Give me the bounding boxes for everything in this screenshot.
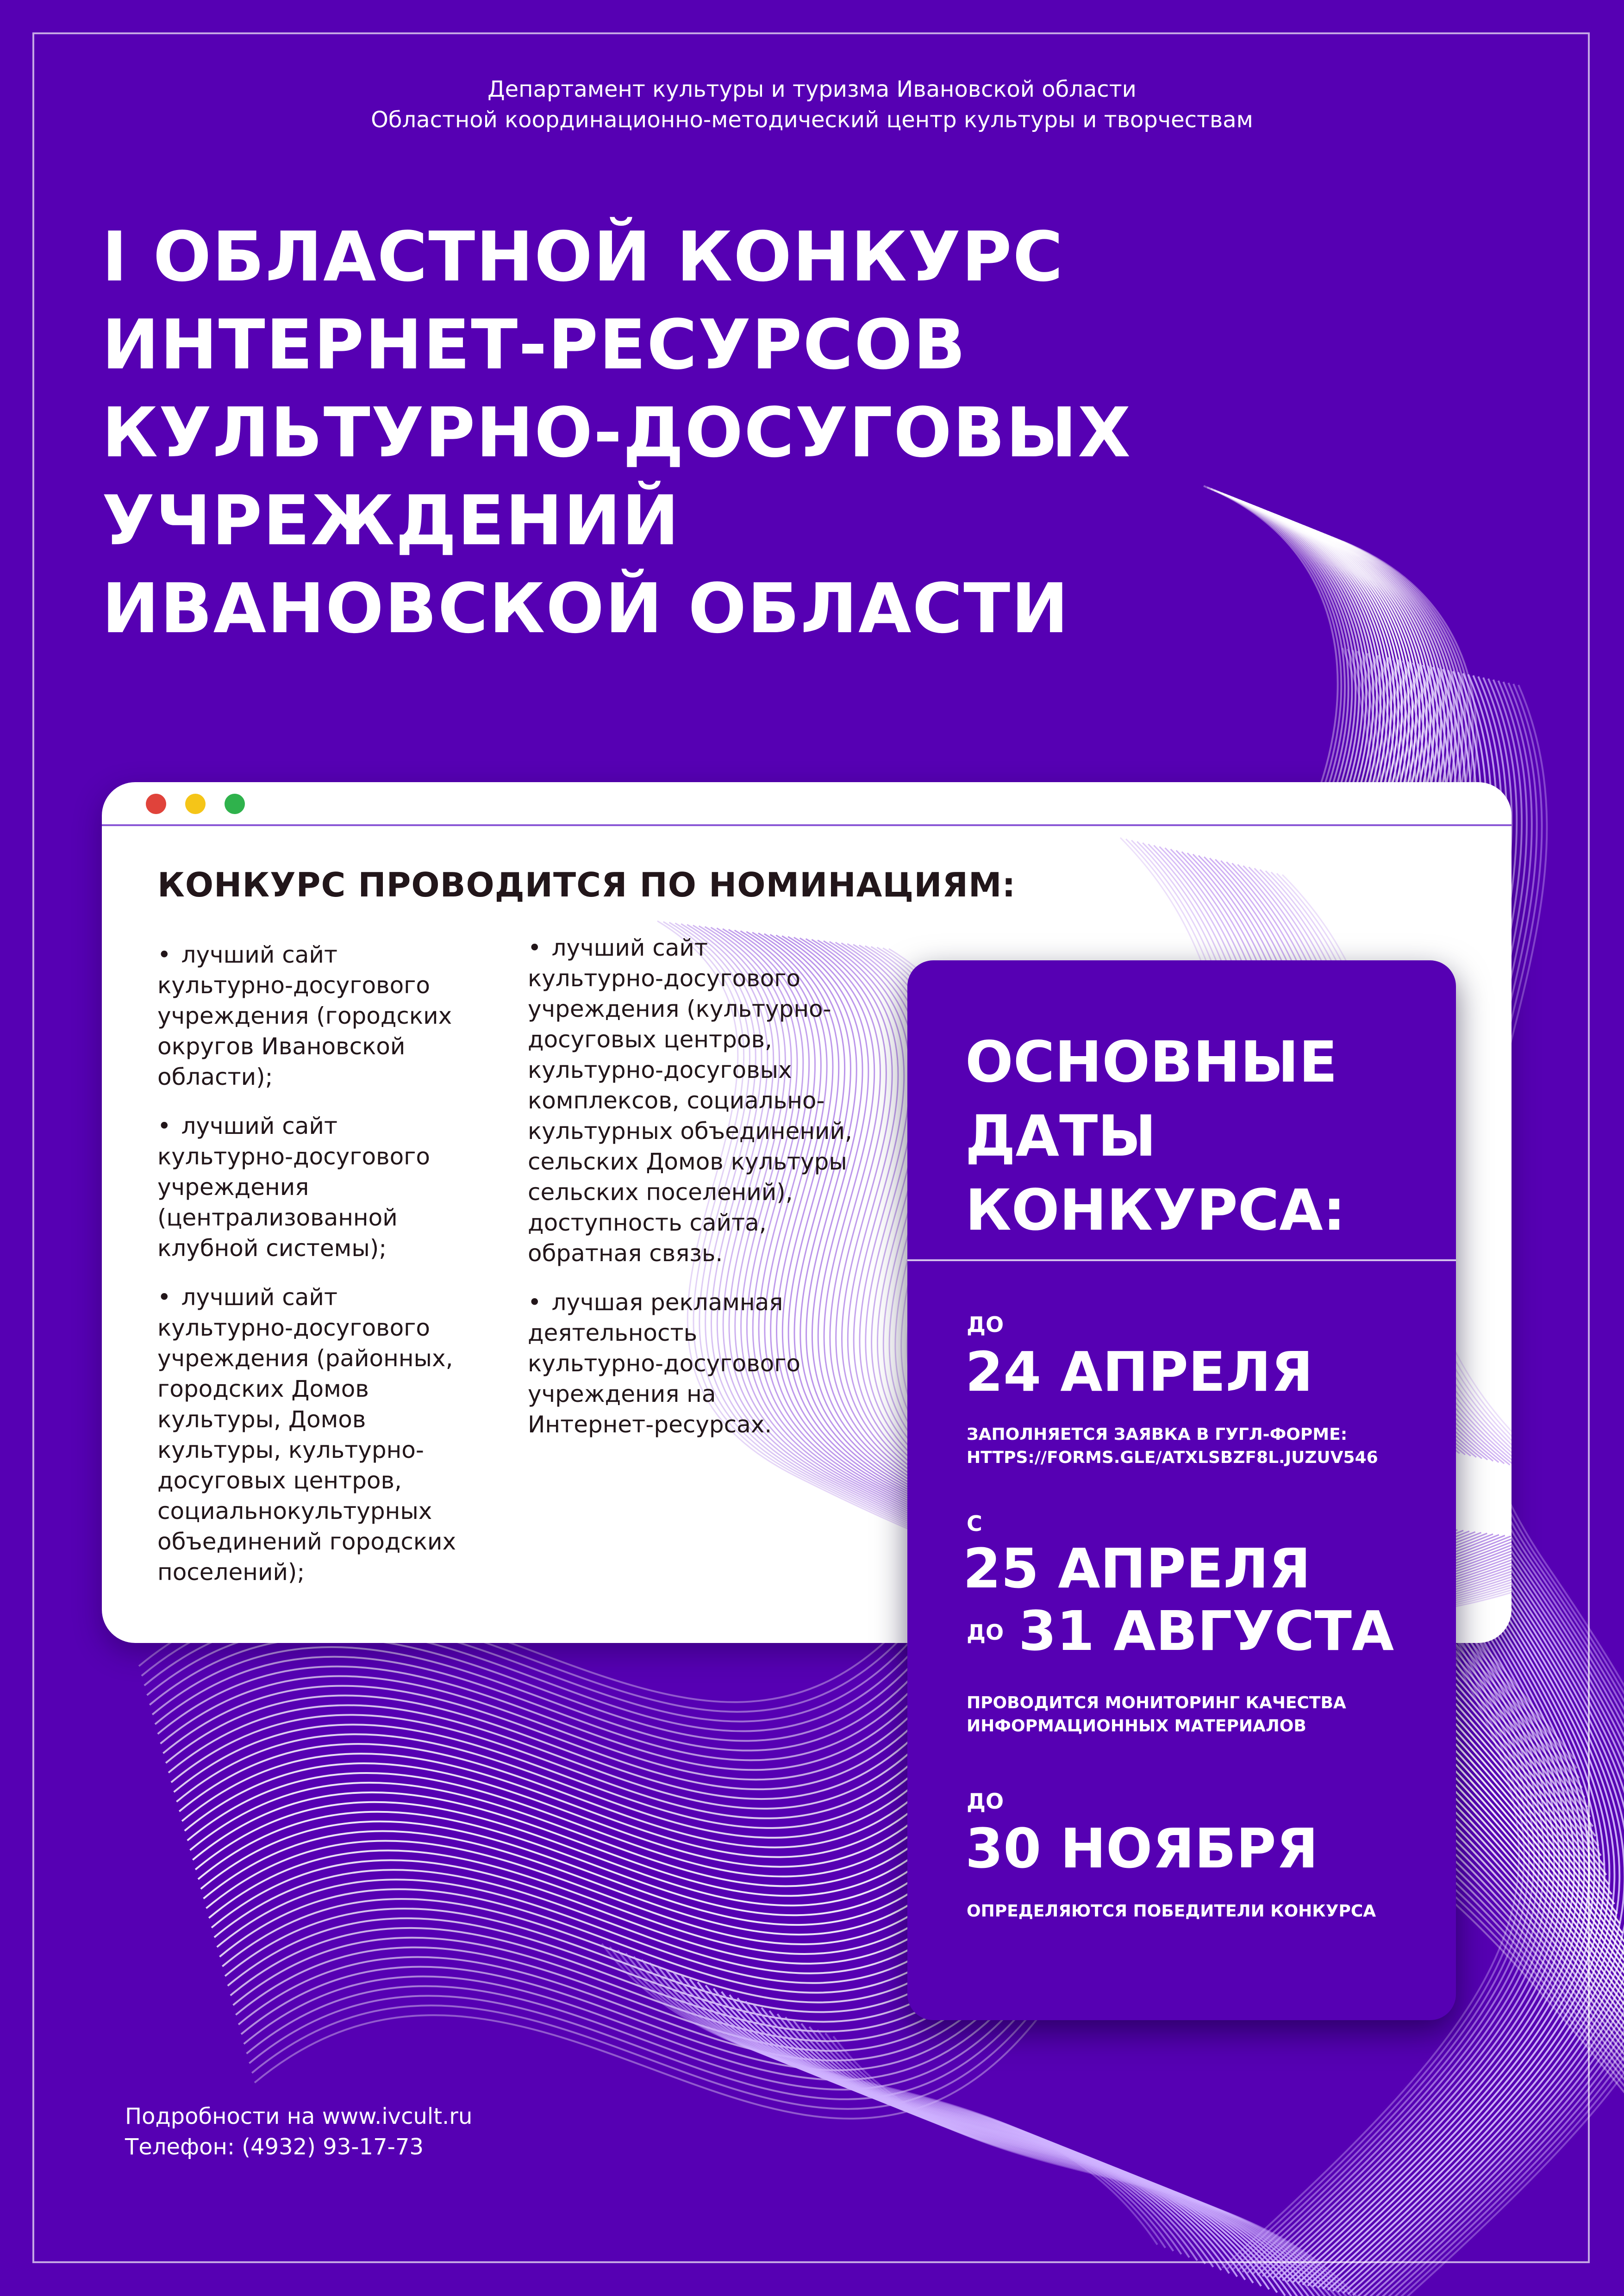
- date-1: 24 АПРЕЛЯ: [965, 1340, 1313, 1404]
- nomination-item: • лучший сайт культурно-досугового учреждения (районных, городских Домов культуры, Домов культуры, культурно- досуговых центров, социальнокультурных объединений городских поселений);: [157, 1284, 456, 1586]
- organizer-header: [0, 74, 1624, 135]
- bullet-icon: •: [157, 1113, 171, 1139]
- footer-phone: Телефон: (4932) 93-17-73: [125, 2134, 424, 2160]
- nominations-right-column: [528, 933, 898, 1458]
- date-1-note: ЗАПОЛНЯЕТСЯ ЗАЯВКА В ГУГЛ-ФОРМЕ: HTTPS://FORMS.GLE/ATXLSBZF8L.JUZUV546: [967, 1425, 1378, 1467]
- date-1-prefix: ДО: [967, 1312, 1004, 1337]
- bullet-icon: •: [157, 941, 171, 968]
- key-dates-heading: ОСНОВНЫЕ ДАТЫ КОНКУРСА:: [965, 1029, 1346, 1243]
- window-dot-red-icon: [146, 794, 166, 814]
- main-title: [102, 213, 1131, 653]
- date-2: 25 АПРЕЛЯ: [963, 1537, 1311, 1600]
- key-dates-panel: [907, 960, 1456, 2020]
- nominations-heading: КОНКУРС ПРОВОДИТСЯ ПО НОМИНАЦИЯМ:: [157, 865, 1016, 904]
- title-line: УЧРЕЖДЕНИЙ: [102, 481, 680, 560]
- bullet-icon: •: [157, 1284, 171, 1311]
- title-line: ИВАНОВСКОЙ ОБЛАСТИ: [102, 569, 1070, 648]
- date-3-note: ОПРЕДЕЛЯЮТСЯ ПОБЕДИТЕЛИ КОНКУРСА: [967, 1902, 1376, 1921]
- organizer-line-1: Департамент культуры и туризма Ивановской области: [487, 76, 1137, 102]
- bullet-icon: •: [528, 1289, 542, 1316]
- bullet-icon: •: [528, 934, 542, 961]
- title-line: ИНТЕРНЕТ-РЕСУРСОВ: [102, 305, 967, 385]
- title-line: КУЛЬТУРНО-ДОСУГОВЫХ: [102, 393, 1132, 473]
- organizer-line-2: Областной координационно-методический центр культуры и творчествам: [371, 107, 1253, 133]
- date-2-prefix: С: [967, 1511, 982, 1536]
- date-3-prefix: ДО: [967, 1789, 1004, 1814]
- window-dot-green-icon: [225, 794, 245, 814]
- footer-website: Подробности на www.ivcult.ru: [125, 2103, 473, 2129]
- title-line: I ОБЛАСТНОЙ КОНКУРС: [102, 217, 1064, 297]
- date-2b-prefix: ДО: [967, 1620, 1004, 1645]
- nomination-item: • лучшая рекламная деятельность культурно-досугового учреждения на Интернет-ресурсах.: [528, 1289, 801, 1438]
- date-3: 30 НОЯБРЯ: [965, 1817, 1318, 1880]
- key-dates-header: [907, 960, 1456, 1261]
- nomination-item: • лучший сайт культурно-досугового учреждения (централизованной клубной системы);: [157, 1113, 431, 1262]
- window-dot-yellow-icon: [185, 794, 206, 814]
- window-title-bar: [102, 782, 1512, 826]
- nominations-left-column: [157, 940, 528, 1606]
- nomination-item: • лучший сайт культурно-досугового учреждения (культурно- досуговых центров, культурно-досуговых комплексов, социально- культурных объединений, сельских Домов культуры сельских поселений), доступность сайта, обратная связь.: [528, 934, 852, 1267]
- date-2-note: ПРОВОДИТСЯ МОНИТОРИНГ КАЧЕСТВА ИНФОРМАЦИОННЫХ МАТЕРИАЛОВ: [967, 1693, 1346, 1736]
- footer-contacts: [125, 2101, 472, 2162]
- date-2b: 31 АВГУСТА: [1018, 1599, 1394, 1663]
- nomination-item: • лучший сайт культурно-досугового учреждения (городских округов Ивановской области);: [157, 941, 452, 1090]
